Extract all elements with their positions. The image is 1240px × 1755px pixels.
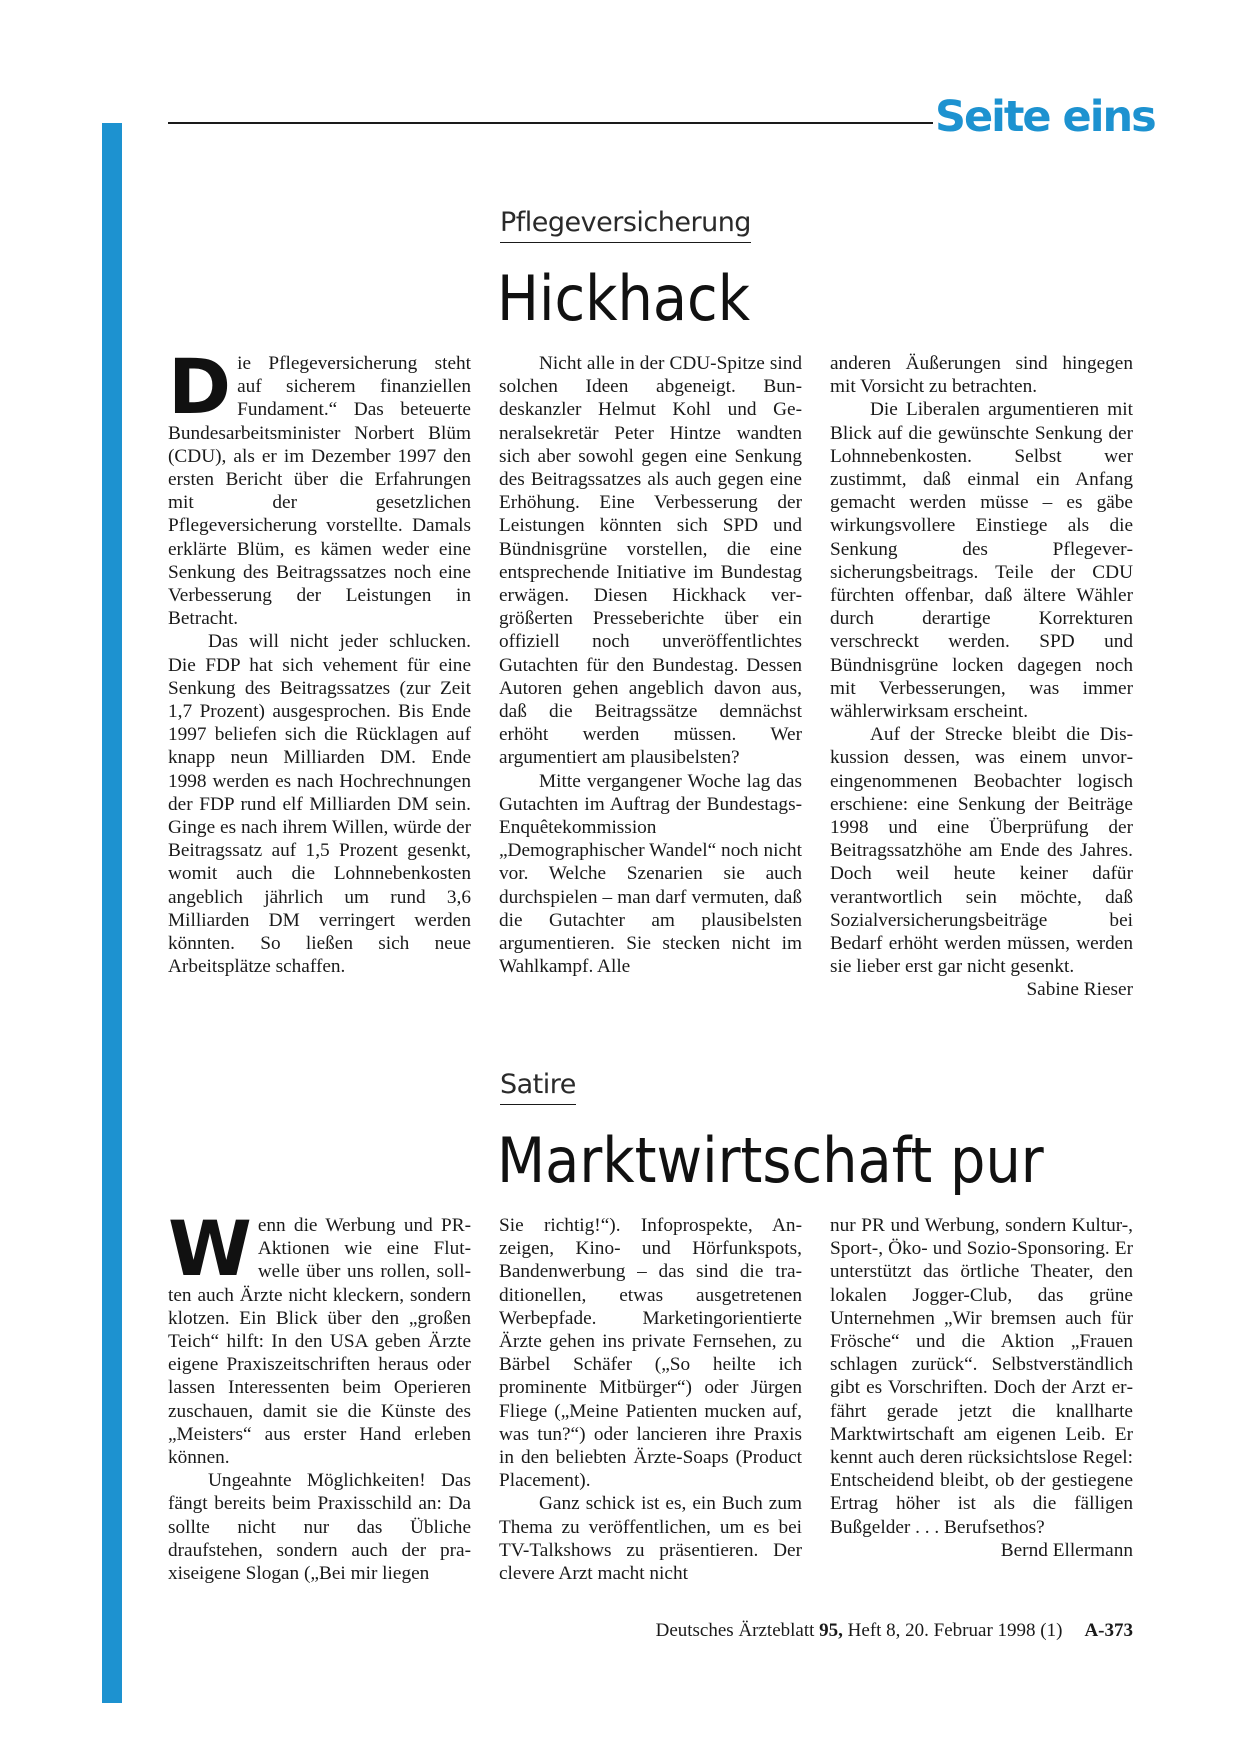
dropcap: D: [168, 342, 232, 431]
paragraph-text: ie Pflegeversicherung steht auf sicherem finanziellen Fundament.“ Das beteuerte Bundesarbeitsminister Norbert Blüm (CDU), als er im Dezember 1997 den ersten Bericht über die Erfahrungen mit der gesetzlichen Pflegeversicherung vorstellte. Damals erklärte Blüm, es kämen weder eine Senkung des Beitragssatzes noch eine Verbesserung der Leistungen in Betracht.: [168, 353, 471, 630]
footer-volume: 95,: [819, 1620, 843, 1641]
article2-paragraph: [168, 1204, 471, 1469]
paragraph-text: nur PR und Werbung, sondern Kultur-, Sport-, Öko- und Sozio-Sponsoring. Er unterstützt das örtliche Theater, den lokalen Jogger-Club, das grüne Unternehmen „Wir bremsen auch für Frösche“ und die Aktion „Frauen schlagen zurück“. Selbstverständlich gibt es Vorschriften. Doch der Arzt erfährt gerade jetzt die knallharte Marktwirtschaft am eigenen Leib. Er kennt auch deren rücksichtslose Regel: Entscheidend bleibt, ob der gestiegene Ertrag höher ist als die fälligen Bußgelder . . . Berufsethos?: [830, 1215, 1133, 1538]
article1-paragraph: Die Liberalen argumentieren mit Blick auf die gewünschte Senkung der Lohnnebenkosten. Selbst wer zustimmt, daß einmal ein Anfang gemacht werden müsse – es gäbe wirkungsvollere Einstiege als die Senkung des Pflegeversicherungsbeitrags. Teile der CDU fürchten offenbar, daß ältere Wähler durch derartige Korrekturen verschreckt werden. SPD und Bündnisgrüne locken dagegen noch mit Verbesserungen, was immer wählerwirksam erscheint.: [830, 399, 1133, 723]
author-byline: Sabine Rieser: [1026, 979, 1133, 1001]
footer-issue: Heft 8, 20. Februar 1998 (1): [847, 1620, 1063, 1641]
article1-paragraph: Das will nicht jeder schlucken. Die FDP hat sich vehement für eine Senkung des Beitragssatzes (zur Zeit 1,7 Prozent) ausgesprochen. Bis Ende 1997 beliefen sich die Rücklagen auf knapp neun Milliarden DM. Ende 1998 werden es nach Hochrechnungen der FDP rund elf Milliarden DM sein. Ginge es nach ihrem Willen, würde der Beitragssatz auf 1,5 Prozent gesenkt, womit auch die Lohnnebenkosten angeblich jährlich um rund 3,6 Milliarden DM verringert werden könnten. So ließen sich neue Arbeitsplätze schaffen.: [168, 631, 471, 978]
dropcap: W: [168, 1204, 252, 1293]
footer-page-number: A-373: [1084, 1620, 1133, 1641]
paragraph-text: enn die Werbung und PR-Aktionen wie eine Flutwelle über uns rollen, sollten auch Ärzte nicht kleckern, sondern klotzen. Ein Blick über den „großen Teich“ hilft: In den USA geben Ärzte eigene Praxiszeitschriften heraus oder lassen Interessenten beim Operieren zuschauen, damit sie die Künste des „Meisters“ aus erster Hand erleben können.: [168, 1215, 471, 1469]
article2-headline: Marktwirtschaft pur: [497, 1124, 1044, 1197]
article1-paragraph: [830, 723, 1133, 1001]
article2-paragraph: Sie richtig!“). Infoprospekte, Anzeigen, Kino- und Hörfunkspots, Bandenwerbung – das sind die traditionellen, etwas ausgetretenen Werbepfade. Marketingorientierte Ärzte gehen ins private Fernsehen, zu Bärbel Schäfer („So heilte ich prominente Mitbürger“) oder Jürgen Fliege („Meine Patienten mucken auf, was tun?“) oder lancieren ihre Praxis in den beliebten Ärzte-Soaps (Product Placement).: [499, 1215, 802, 1492]
article2-column-2: [499, 1214, 802, 1585]
article1-column-2: [499, 352, 802, 978]
page-footer: [400, 1621, 1133, 1640]
footer-journal: Deutsches Ärzteblatt: [655, 1620, 815, 1641]
top-rule: [168, 122, 933, 124]
article2-paragraph: [830, 1214, 1133, 1561]
accent-side-bar: [102, 123, 122, 1703]
article1-paragraph: [168, 342, 471, 630]
author-byline: Bernd Ellermann: [1000, 1539, 1133, 1561]
article1-paragraph: anderen Äußerungen sind hingegen mit Vorsicht zu betrachten.: [830, 353, 1133, 398]
article1-column-3: [830, 352, 1133, 1002]
article2-column-3: [830, 1214, 1133, 1562]
article2-paragraph: Ganz schick ist es, ein Buch zum Thema zu veröffentlichen, um es bei TV-Talkshows zu präsentieren. Der clevere Arzt macht nicht: [499, 1493, 802, 1585]
article1-paragraph: Nicht alle in der CDU-Spitze sind solchen Ideen abgeneigt. Bundeskanzler Helmut Kohl und Generalsekretär Peter Hintze wandten sich aber sowohl gegen eine Senkung des Beitragssatzes als auch gegen eine Erhöhung. Eine Verbesserung der Leistungen könnten sich SPD und Bündnisgrüne vorstellen, die eine entsprechende Initiative im Bundestag erwägen. Diesen Hickhack vergrößerten Presseberichte über ein offiziell noch unveröffentlichtes Gutachten für den Bundestag. Dessen Autoren gehen angeblich davon aus, daß die Beitragssätze demnächst erhöht werden müssen. Wer argumentiert am plausibelsten?: [499, 353, 802, 769]
section-label: Seite eins: [935, 92, 1155, 142]
paragraph-text: Auf der Strecke bleibt die Diskussion dessen, was einem unvoreingenommenen Beobachter logisch erschiene: eine Senkung der Beiträge 1998 und eine Überprüfung der Beitragssatzhöhe am Ende des Jahres. Doch weil heute keiner dafür verantwortlich sein möchte, daß Sozialversicherungsbeiträge bei Bedarf erhöht werden müssen, werden sie lieber erst gar nicht gesenkt.: [830, 724, 1133, 978]
article1-kicker: Pflegeversicherung: [500, 208, 751, 243]
article2-column-1: [168, 1204, 471, 1585]
article1-column-1: [168, 342, 471, 978]
article2-kicker: Satire: [500, 1070, 576, 1105]
article1-paragraph: Mitte vergangener Woche lag das Gutachten im Auftrag der Bundestags-Enquêtekommission „Demographischer Wandel“ noch nicht vor. Welche Szenarien sie auch durchspielen – man darf vermuten, daß die Gutachter am plausibelsten argumentieren. Sie stecken nicht im Wahlkampf. Alle: [499, 770, 802, 978]
article2-paragraph: Ungeahnte Möglichkeiten! Das fängt bereits beim Praxisschild an: Da sollte nicht nur das Übliche draufstehen, sondern auch der praxiseigene Slogan („Bei mir liegen: [168, 1470, 471, 1585]
article1-headline: Hickhack: [497, 262, 751, 335]
